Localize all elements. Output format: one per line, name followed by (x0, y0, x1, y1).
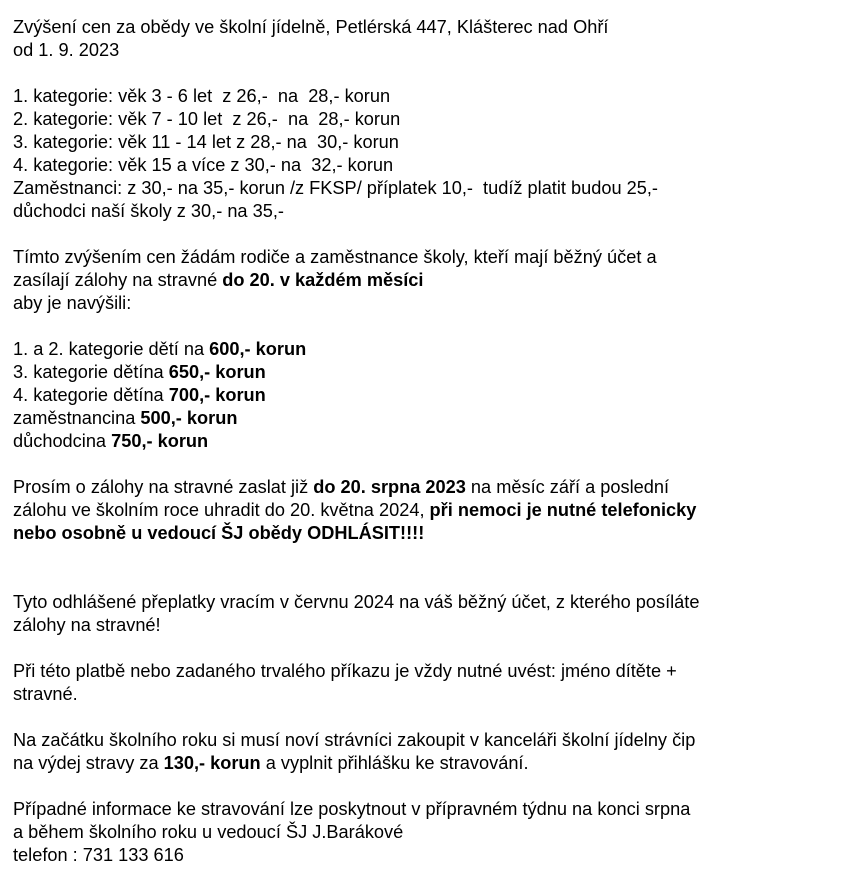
staff-price-line: Zaměstnanci: z 30,- na 35,- korun /z FKSP/ příplatek 10,- tudíž platit budou 25,- (13, 178, 658, 198)
pensioners-price-line: důchodci naší školy z 30,- na 35,- (13, 201, 284, 221)
info-line: a během školního roku u vedoucí ŠJ J.Barákové (13, 822, 404, 842)
deposit-warning: nebo osobně u vedoucí ŠJ obědy ODHLÁSIT!!!! (13, 523, 425, 543)
amount-row: 4. kategorie dětína 700,- korun (13, 385, 266, 405)
request-line: zasílají zálohy na stravné do 20. v každém měsíci (13, 270, 424, 290)
payment-line: stravné. (13, 684, 78, 704)
chip-line: Na začátku školního roku si musí noví strávníci zakoupit v kanceláři školní jídelny čip (13, 730, 696, 750)
payment-line: Při této platbě nebo zadaného trvalého příkazu je vždy nutné uvést: jméno dítěte + (13, 661, 677, 681)
request-line: aby je navýšili: (13, 293, 132, 313)
deposit-line: zálohu ve školním roce uhradit do 20. května 2024, při nemoci je nutné telefonicky (13, 500, 697, 520)
category-line: 3. kategorie: věk 11 - 14 let z 28,- na 30,- korun (13, 132, 399, 152)
amount-row: důchodcina 750,- korun (13, 431, 209, 451)
refund-line: Tyto odhlášené přeplatky vracím v červnu 2024 na váš běžný účet, z kterého posíláte (13, 592, 700, 612)
info-line: Případné informace ke stravování lze poskytnout v přípravném týdnu na konci srpna (13, 799, 691, 819)
amount-row: zaměstnancina 500,- korun (13, 408, 238, 428)
category-line: 1. kategorie: věk 3 - 6 let z 26,- na 28,- korun (13, 86, 391, 106)
chip-line: na výdej stravy za 130,- korun a vyplnit přihlášku ke stravování. (13, 753, 529, 773)
amount-row: 3. kategorie dětína 650,- korun (13, 362, 266, 382)
request-line: Tímto zvýšením cen žádám rodiče a zaměstnance školy, kteří mají běžný účet a (13, 247, 657, 267)
category-line: 2. kategorie: věk 7 - 10 let z 26,- na 28,- korun (13, 109, 401, 129)
title-date: od 1. 9. 2023 (13, 40, 120, 60)
phone-line: telefon : 731 133 616 (13, 845, 184, 865)
title-line: Zvýšení cen za obědy ve školní jídelně, Petlérská 447, Klášterec nad Ohří (13, 17, 609, 37)
deposit-line: Prosím o zálohy na stravné zaslat již do 20. srpna 2023 na měsíc září a poslední (13, 477, 670, 497)
amount-row: 1. a 2. kategorie dětí na 600,- korun (13, 339, 307, 359)
category-line: 4. kategorie: věk 15 a více z 30,- na 32,- korun (13, 155, 394, 175)
refund-line: zálohy na stravné! (13, 615, 161, 635)
